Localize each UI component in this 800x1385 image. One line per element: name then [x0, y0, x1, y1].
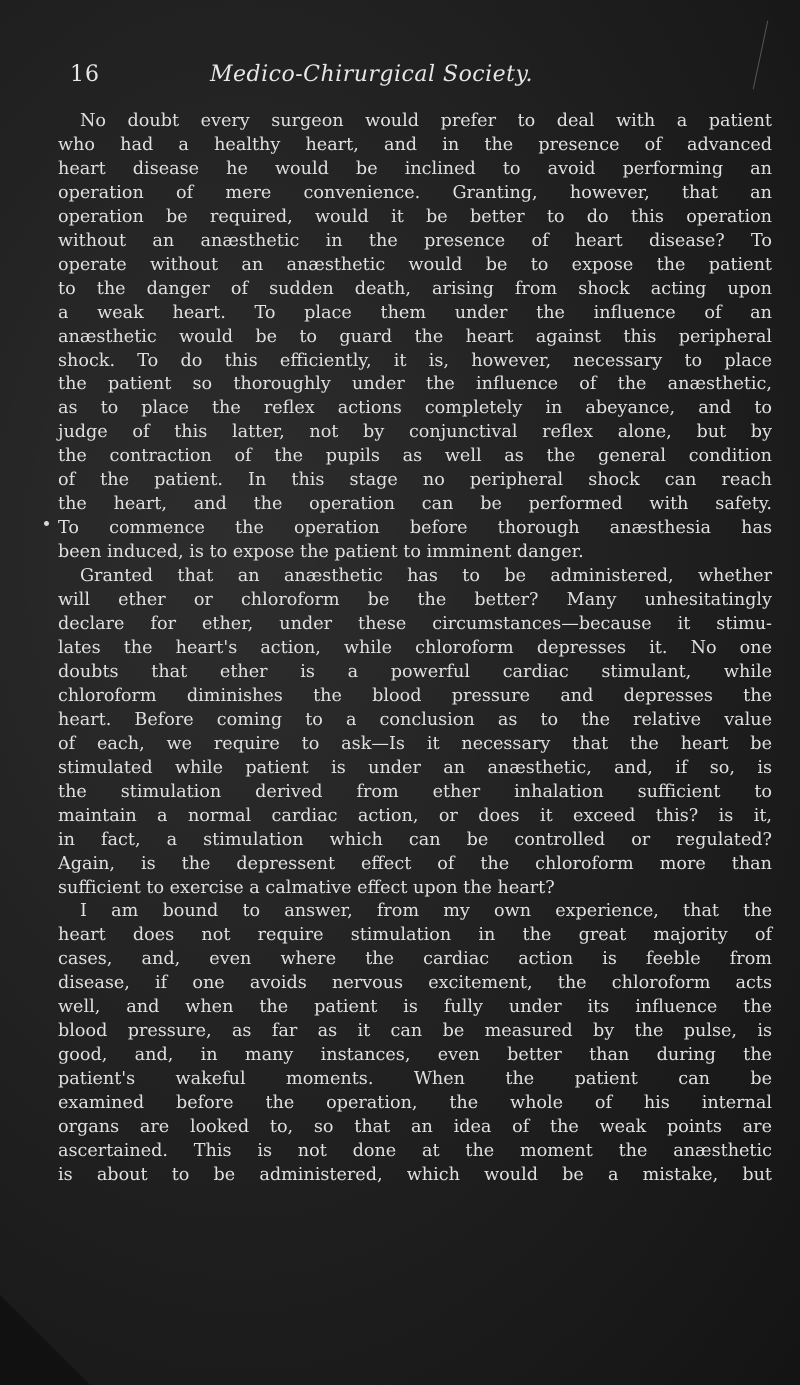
text-line: a weak heart. To place them under the influence of an	[58, 302, 772, 323]
text-line: heart disease he would be inclined to avoid performing an	[58, 158, 772, 179]
text-line: blood pressure, as far as it can be measured by the pulse, is	[58, 1021, 772, 1042]
text-line: without an anæsthetic in the presence of heart disease? To	[58, 230, 772, 251]
text-line: of each, we require to ask—Is it necessary that the heart be	[58, 733, 772, 754]
text-line: doubts that ether is a powerful cardiac stimulant, while	[58, 661, 772, 682]
text-line: heart does not require stimulation in the great majority of	[58, 925, 772, 946]
page-number: 16	[70, 62, 100, 87]
running-head: Medico-Chirurgical Society.	[210, 62, 534, 87]
text-line: organs are looked to, so that an idea of the weak points are	[58, 1117, 772, 1138]
text-line: to the danger of sudden death, arising from shock acting upon	[58, 278, 772, 299]
text-line: well, and when the patient is fully under its influence the	[58, 997, 772, 1018]
text-line: chloroform diminishes the blood pressure and depresses the	[58, 685, 772, 706]
text-line: declare for ether, under these circumstances—because it stimu-	[58, 614, 772, 635]
text-line: operation be required, would it be better to do this operation	[58, 206, 772, 227]
text-line: is about to be administered, which would be a mistake, but	[58, 1164, 772, 1185]
text-line: the contraction of the pupils as well as the general condition	[58, 446, 772, 467]
text-line: who had a healthy heart, and in the presence of advanced	[58, 134, 772, 155]
text-line: stimulated while patient is under an anæsthetic, and, if so, is	[58, 757, 772, 778]
margin-mark	[44, 521, 49, 526]
text-line: To commence the operation before thorough anæsthesia has	[58, 518, 772, 539]
text-line: sufficient to exercise a calmative effect upon the heart?	[58, 877, 555, 898]
text-line: good, and, in many instances, even better than during the	[58, 1045, 772, 1066]
text-line: of the patient. In this stage no peripheral shock can reach	[58, 470, 772, 491]
text-line: I am bound to answer, from my own experience, that the	[80, 901, 772, 922]
text-line: judge of this latter, not by conjunctival reflex alone, but by	[58, 422, 772, 443]
text-line: the stimulation derived from ether inhalation sufficient to	[58, 781, 772, 802]
text-line: shock. To do this efficiently, it is, however, necessary to place	[58, 350, 772, 371]
text-line: been induced, is to expose the patient to imminent danger.	[58, 542, 584, 563]
text-line: anæsthetic would be to guard the heart against this peripheral	[58, 326, 772, 347]
text-line: lates the heart's action, while chloroform depresses it. No one	[58, 637, 772, 658]
text-line: operate without an anæsthetic would be to expose the patient	[58, 254, 772, 275]
text-line: Again, is the depressent effect of the chloroform more than	[58, 853, 772, 874]
page-header	[70, 62, 770, 102]
text-line: examined before the operation, the whole of his internal	[58, 1093, 772, 1114]
text-line: maintain a normal cardiac action, or does it exceed this? is it,	[58, 805, 772, 826]
text-line: cases, and, even where the cardiac action is feeble from	[58, 949, 772, 970]
text-line: patient's wakeful moments. When the patient can be	[58, 1069, 772, 1090]
text-line: in fact, a stimulation which can be controlled or regulated?	[58, 829, 772, 850]
text-line: will ether or chloroform be the better? Many unhesitatingly	[58, 590, 772, 611]
text-line: the patient so thoroughly under the influence of the anæsthetic,	[58, 374, 772, 395]
text-line: the heart, and the operation can be performed with safety.	[58, 494, 772, 515]
text-line: ascertained. This is not done at the moment the anæsthetic	[58, 1140, 772, 1161]
body-text	[58, 110, 772, 1188]
text-line: Granted that an anæsthetic has to be administered, whether	[80, 566, 772, 587]
text-line: heart. Before coming to a conclusion as to the relative value	[58, 709, 772, 730]
page-corner-shadow	[0, 1295, 90, 1385]
text-line: No doubt every surgeon would prefer to deal with a patient	[80, 111, 772, 131]
text-line: as to place the reflex actions completely in abeyance, and to	[58, 398, 772, 419]
text-line: operation of mere convenience. Granting, however, that an	[58, 182, 772, 203]
text-line: disease, if one avoids nervous excitement, the chloroform acts	[58, 973, 772, 994]
